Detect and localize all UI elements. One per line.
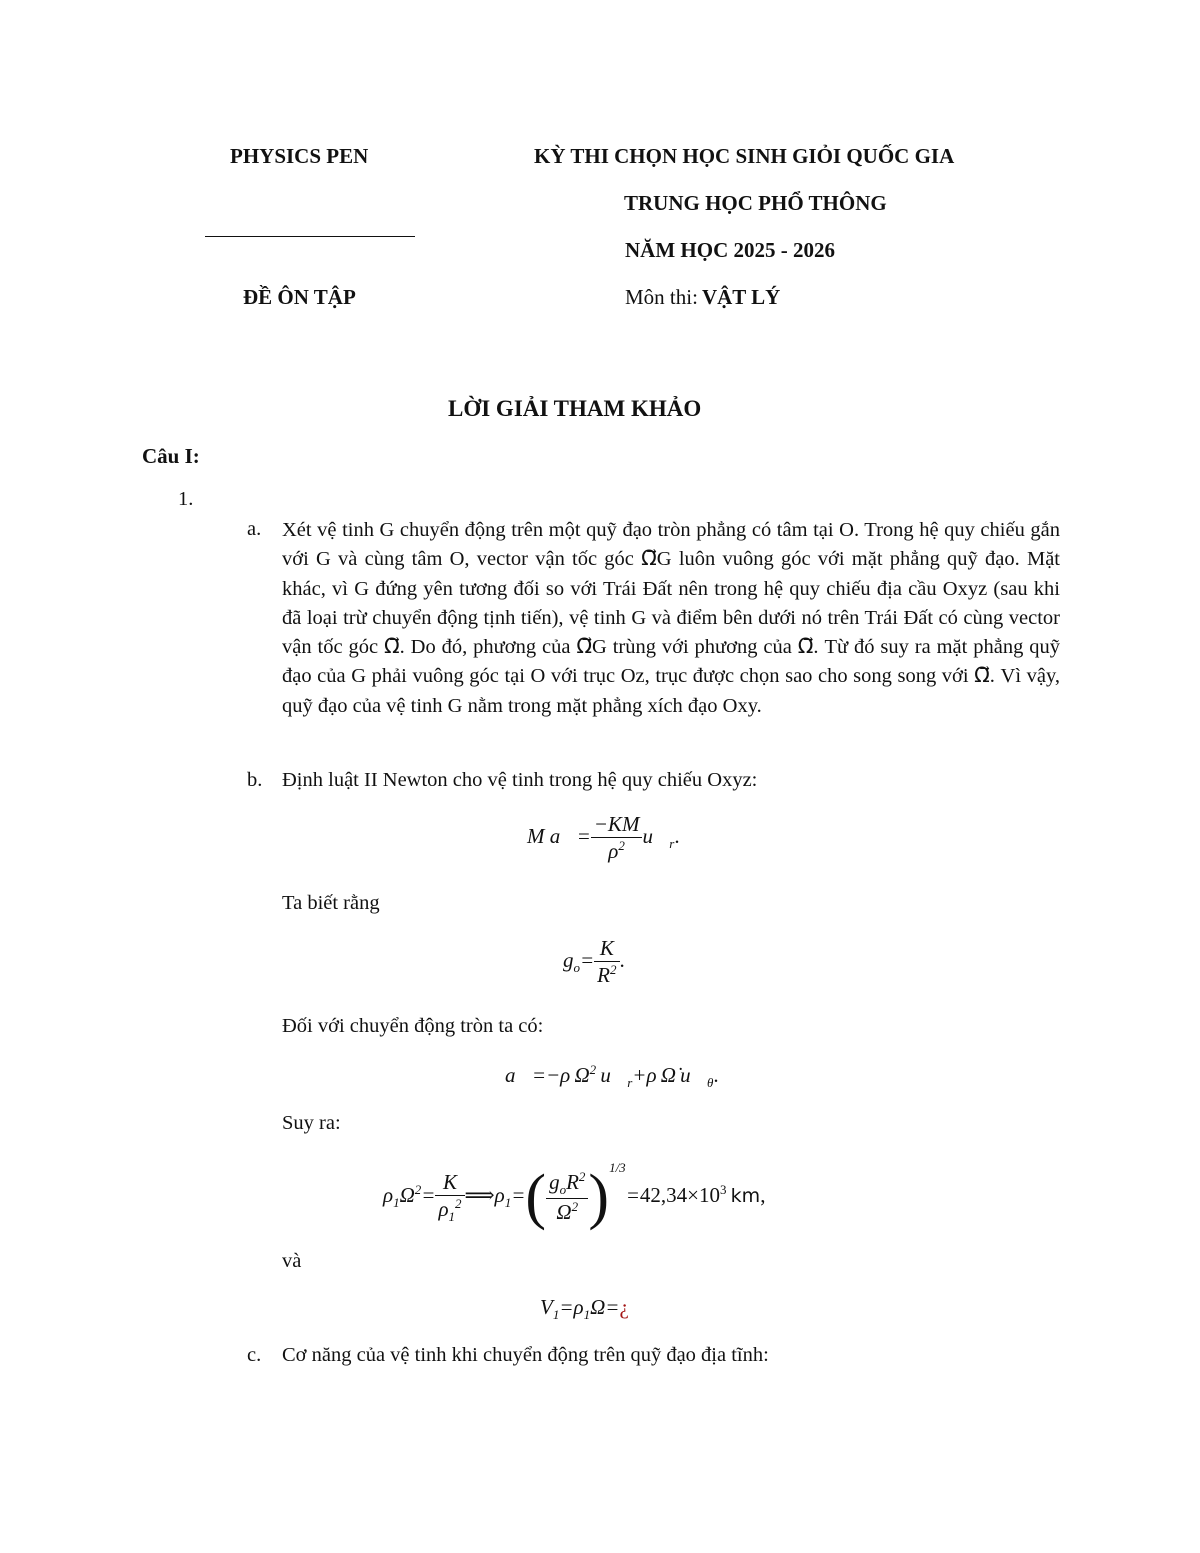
equation-newton: M a⃗= $\frac{-KM}{\rho^2}$ $u⃗_r$. — [527, 812, 680, 863]
part-c-label: c. — [247, 1344, 262, 1366]
section-heading: Câu I: — [142, 444, 200, 468]
doc-type: ĐỀ ÔN TẬP — [243, 285, 356, 309]
part-b-text1: Ta biết rằng — [282, 892, 380, 914]
subject-line — [625, 285, 780, 310]
exam-year: NĂM HỌC 2025 - 2026 — [625, 238, 835, 262]
item-number: 1. — [178, 488, 194, 510]
exam-level: TRUNG HỌC PHỔ THÔNG — [624, 191, 887, 215]
equation-gravity: $g_o=$ $\frac{K}{R^2}$ . — [563, 936, 625, 987]
exam-title: KỲ THI CHỌN HỌC SINH GIỎI QUỐC GIA — [534, 144, 955, 168]
part-b-text2: Đối với chuyển động tròn ta có: — [282, 1015, 544, 1037]
header-divider — [205, 236, 415, 237]
solution-title: LỜI GIẢI THAM KHẢO — [448, 396, 702, 421]
part-b-text3: Suy ra: — [282, 1112, 341, 1134]
part-a-label: a. — [247, 518, 262, 540]
part-a-text: Xét vệ tinh G chuyển động trên một quỹ đạo tròn phẳng có tâm tại O. Trong hệ quy chiếu gắn với G và cùng tâm O, vector vận tốc góc Ω⃗G luôn vuông góc với mặt phẳng quỹ đạo. Mặt khác, vì G đứng yên tương đối so với Trái Đất nên trong hệ quy chiếu địa cầu Oxyz (sau khi đã loại trừ chuyển động tịnh tiến), vệ tinh G và điểm bên dưới nó trên Trái Đất có cùng vector vận tốc góc Ω⃗. Do đó, phương của Ω⃗G trùng với phương của Ω⃗. Từ đó suy ra mặt phẳng quỹ đạo của G phải vuông góc tại O với trục Oz, trục được chọn sao cho song song với Ω⃗. Vì vậy, quỹ đạo của vệ tinh G nằm trong mặt phẳng xích đạo Oxy. — [282, 519, 1060, 717]
undefined-glyph: ¿ — [619, 1295, 629, 1319]
equation-acceleration: a⃗=−ρ $\Omega^2$ $u⃗_r+\rho$ Ω̇ $u⃗_\theta$. — [505, 1062, 719, 1091]
subject-name: VẬT LÝ — [701, 285, 781, 309]
equation-velocity: $V_1=\rho_1\Omega=¿$ — [540, 1295, 629, 1323]
subject-label: Môn thi: — [625, 285, 698, 309]
equation-radius: $\rho_1\Omega^2=$ $\frac{K}{\rho_1^2}$ $⟹\rho_1=$( $\frac{g_oR^2}{\Omega^2}$ )$^{1/3}=42,34\times 10^3$ km, — [383, 1160, 766, 1232]
result-value: 42,34 — [639, 1183, 688, 1207]
part-c-text: Cơ năng của vệ tinh khi chuyển động trên quỹ đạo địa tĩnh: — [282, 1344, 769, 1366]
org-name: PHYSICS PEN — [230, 144, 369, 168]
part-b-text4: và — [282, 1250, 302, 1272]
result-unit: km — [730, 1185, 761, 1207]
part-b-intro: Định luật II Newton cho vệ tinh trong hệ quy chiếu Oxyz: — [282, 769, 758, 791]
part-b-label: b. — [247, 769, 263, 791]
